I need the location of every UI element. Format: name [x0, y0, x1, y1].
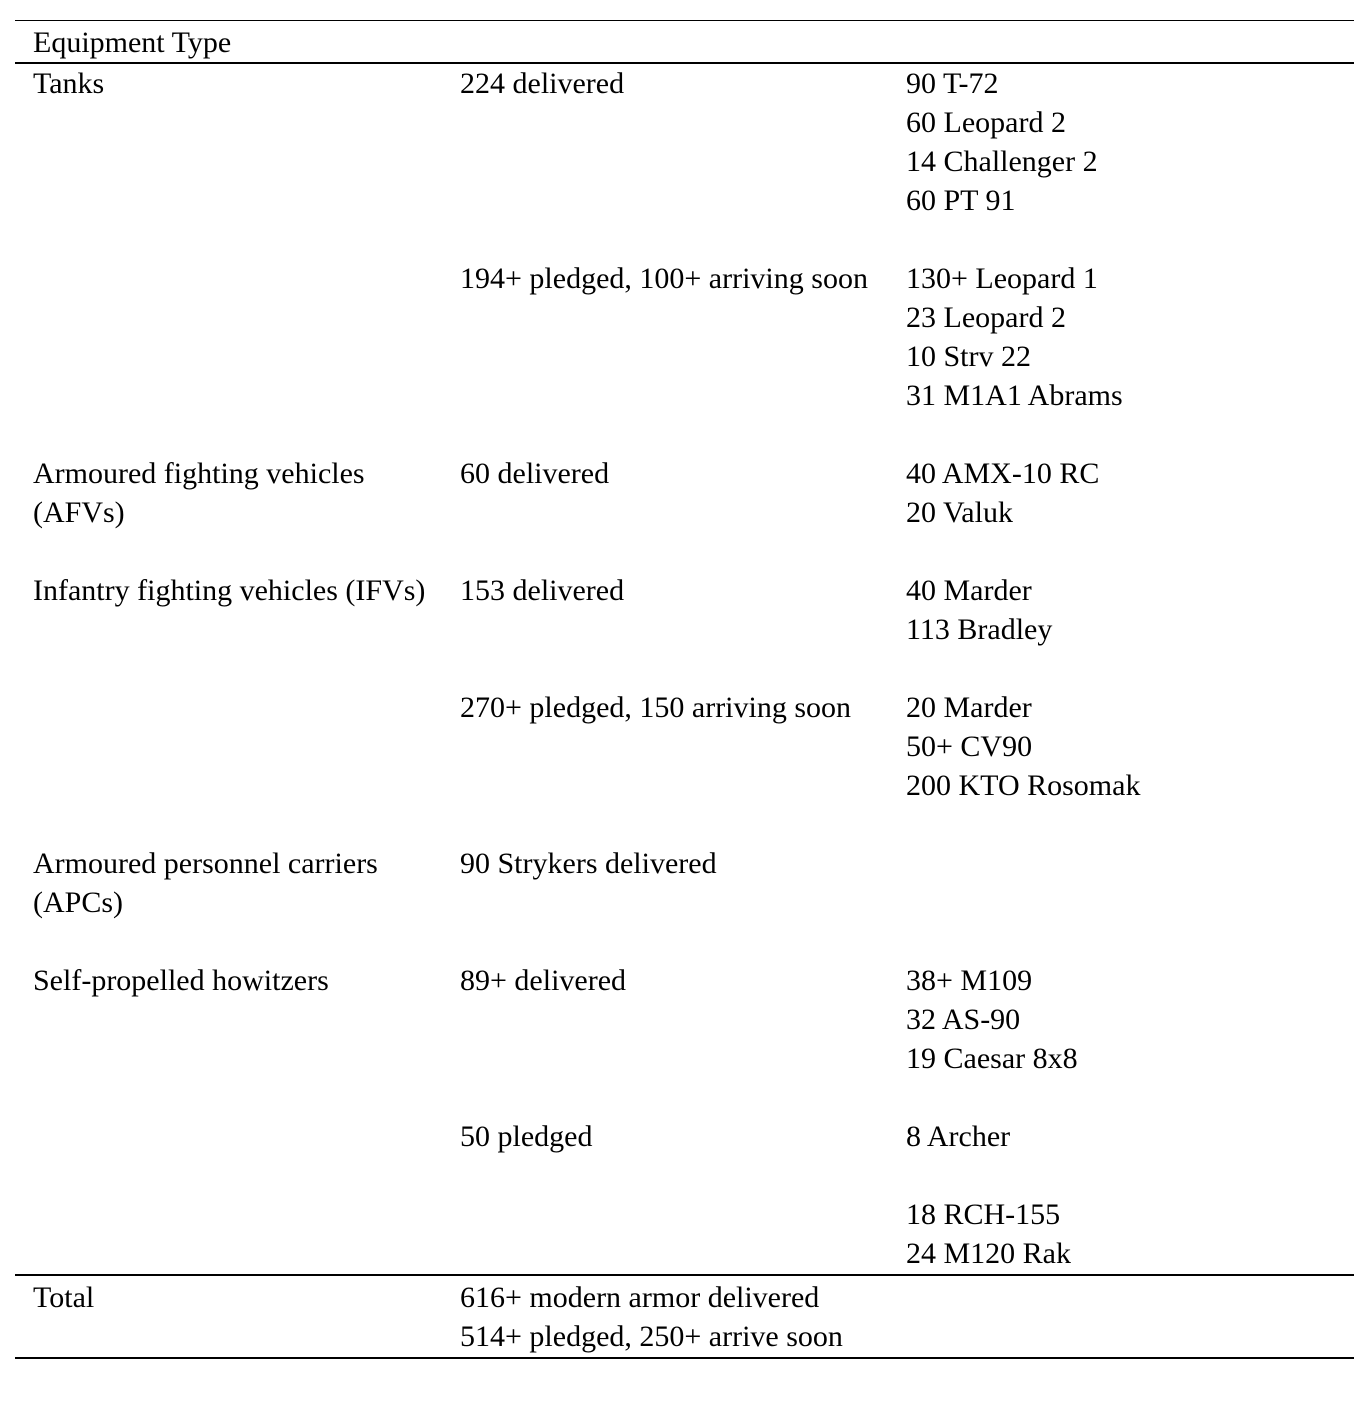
items-cell: 8 Archer	[906, 1120, 1011, 1153]
table-header: Equipment Type	[15, 21, 1354, 64]
equipment-table	[15, 20, 1354, 1359]
table-row	[15, 454, 1354, 571]
total-items-cell	[906, 1278, 1354, 1356]
total-value: 616+ modern armor delivered 514+ pledged, 250+ arrive soon	[460, 1281, 843, 1353]
status-cell	[460, 1195, 906, 1273]
items-cell: 130+ Leopard 1 23 Leopard 2 10 Strv 22 31 M1A1 Abrams	[906, 262, 1123, 412]
category-cell: Infantry fighting vehicles (IFVs)	[33, 574, 426, 607]
table-row	[15, 1195, 1354, 1274]
items-cell: 40 AMX-10 RC 20 Valuk	[906, 457, 1100, 529]
table-row	[15, 961, 1354, 1117]
status-cell: 153 delivered	[460, 574, 625, 607]
category-cell: Self-propelled howitzers	[33, 964, 329, 997]
table-row	[15, 259, 1354, 454]
status-cell: 60 delivered	[460, 457, 610, 490]
items-cell: 40 Marder 113 Bradley	[906, 574, 1053, 646]
status-cell: 90 Strykers delivered	[460, 847, 717, 880]
table-row	[15, 688, 1354, 844]
items-cell: 38+ M109 32 AS-90 19 Caesar 8x8	[906, 964, 1078, 1075]
items-cell: 18 RCH-155 24 M120 Rak	[906, 1198, 1071, 1270]
table-row	[15, 571, 1354, 688]
table-row	[15, 1117, 1354, 1195]
status-cell: 194+ pledged, 100+ arriving soon	[460, 262, 868, 295]
category-cell	[15, 688, 460, 805]
category-cell: Armoured fighting vehicles (AFVs)	[33, 457, 365, 529]
status-cell: 50 pledged	[460, 1120, 593, 1153]
category-cell	[15, 1195, 460, 1273]
category-cell: Armoured personnel carriers (APCs)	[33, 847, 378, 919]
category-cell	[15, 259, 460, 415]
total-row	[15, 1274, 1354, 1357]
total-label: Total	[33, 1281, 95, 1314]
table-row	[15, 64, 1354, 259]
category-cell: Tanks	[33, 67, 105, 100]
table-row	[15, 844, 1354, 961]
items-cell: 20 Marder 50+ CV90 200 KTO Rosomak	[906, 691, 1141, 802]
items-cell	[906, 844, 1354, 922]
items-cell: 90 T-72 60 Leopard 2 14 Challenger 2 60 PT 91	[906, 67, 1098, 217]
category-cell	[15, 1117, 460, 1156]
status-cell: 224 delivered	[460, 67, 625, 100]
status-cell: 89+ delivered	[460, 964, 627, 997]
status-cell: 270+ pledged, 150 arriving soon	[460, 691, 852, 724]
